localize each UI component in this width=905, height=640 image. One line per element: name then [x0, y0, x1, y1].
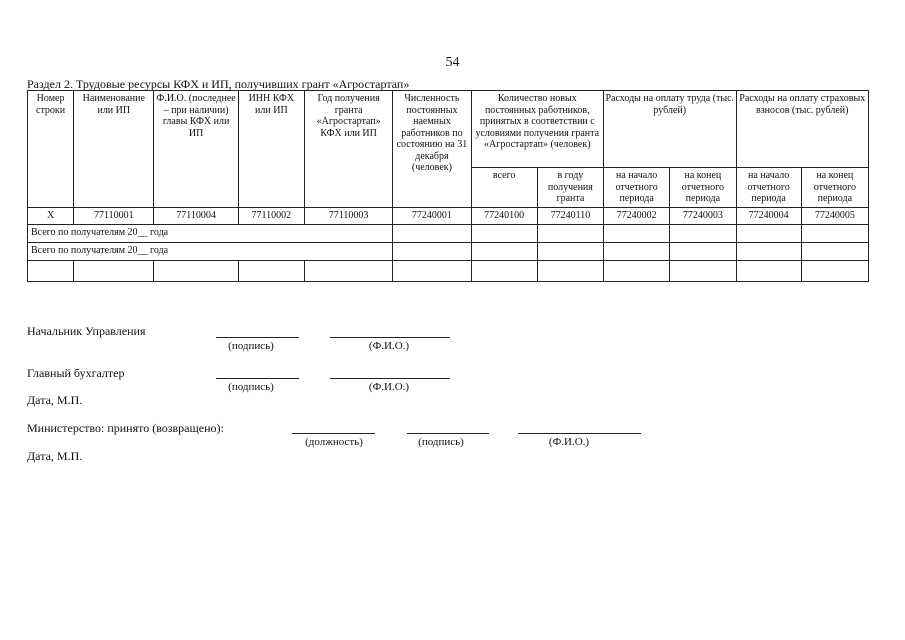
table-cell	[393, 224, 471, 242]
fio-caption: (Ф.И.О.)	[548, 436, 590, 448]
position-line	[292, 433, 375, 434]
signature-line	[216, 378, 299, 379]
table-cell	[537, 242, 603, 260]
header-new-workers: Количество новых постоянных работников, принятых в соответствии с условиями получения гранта «Агростартап» (человек)	[471, 91, 603, 168]
fio-line	[518, 433, 641, 434]
fio-line	[330, 378, 450, 379]
table-cell	[154, 260, 238, 281]
table-cell	[670, 260, 736, 281]
date-stamp-label: Дата, М.П.	[27, 449, 83, 463]
total-row-label: Всего по получателям 20__ года	[28, 224, 393, 242]
header-sub-labor-end: на конец отчетного периода	[670, 168, 736, 208]
empty-row	[28, 260, 869, 281]
code-cell: X	[28, 207, 74, 224]
code-cell: 77240100	[471, 207, 537, 224]
header-inn: ИНН КФХ или ИП	[238, 91, 304, 208]
code-cell: 77240003	[670, 207, 736, 224]
table-cell	[736, 260, 801, 281]
table-cell	[537, 260, 603, 281]
code-cell: 77240110	[537, 207, 603, 224]
code-cell: 77110003	[304, 207, 392, 224]
header-sub-labor-start: на начало отчетного периода	[604, 168, 670, 208]
code-cell: 77240005	[801, 207, 868, 224]
table-cell	[801, 224, 868, 242]
signature-caption: (подпись)	[228, 340, 274, 352]
ministry-label: Министерство: принято (возвращено):	[27, 421, 224, 435]
table-cell	[604, 242, 670, 260]
table-cell	[304, 260, 392, 281]
total-row	[28, 242, 869, 260]
table-cell	[537, 224, 603, 242]
table-cell	[471, 224, 537, 242]
table-cell	[736, 224, 801, 242]
header-row-main	[28, 91, 869, 168]
code-cell: 77240001	[393, 207, 471, 224]
total-row	[28, 224, 869, 242]
header-labor-costs: Расходы на оплату труда (тыс. рублей)	[604, 91, 736, 168]
header-headcount: Численность постоянных наемных работников по состоянию на 31 декабря (человек)	[393, 91, 471, 208]
table-cell	[801, 260, 868, 281]
table-cell	[801, 242, 868, 260]
table-cell	[604, 224, 670, 242]
fio-caption: (Ф.И.О.)	[368, 381, 410, 393]
code-cell: 77110004	[154, 207, 238, 224]
table-cell	[393, 242, 471, 260]
header-name: Наименование или ИП	[74, 91, 154, 208]
header-sub-grant-year: в году получения гранта	[537, 168, 603, 208]
table-cell	[736, 242, 801, 260]
fio-caption: (Ф.И.О.)	[368, 340, 410, 352]
header-sub-insurance-end: на конец отчетного периода	[801, 168, 868, 208]
signature-line	[216, 337, 299, 338]
code-cell: 77240002	[604, 207, 670, 224]
code-cell: 77110002	[238, 207, 304, 224]
signature-caption: (подпись)	[418, 436, 464, 448]
position-caption: (должность)	[305, 436, 363, 448]
signature-caption: (подпись)	[228, 381, 274, 393]
table-cell	[393, 260, 471, 281]
signature-line	[407, 433, 489, 434]
total-row-label: Всего по получателям 20__ года	[28, 242, 393, 260]
date-stamp-label: Дата, М.П.	[27, 393, 83, 407]
header-grant-year: Год получения гранта «Агростартап» КФХ или ИП	[304, 91, 392, 208]
codes-row	[28, 207, 869, 224]
table-cell	[471, 260, 537, 281]
header-fio: Ф.И.О. (последнее – при наличии) главы КФХ или ИП	[154, 91, 238, 208]
header-sub-total: всего	[471, 168, 537, 208]
table-cell	[74, 260, 154, 281]
table-cell	[471, 242, 537, 260]
header-row-number: Номер строки	[28, 91, 74, 208]
table-cell	[238, 260, 304, 281]
chief-accountant-label: Главный бухгалтер	[27, 366, 125, 380]
table-cell	[670, 242, 736, 260]
table-cell	[604, 260, 670, 281]
header-sub-insurance-start: на начало отчетного периода	[736, 168, 801, 208]
fio-line	[330, 337, 450, 338]
header-insurance: Расходы на оплату страховых взносов (тыс. рублей)	[736, 91, 869, 168]
labor-resources-table	[27, 90, 869, 282]
section-title: Раздел 2. Трудовые ресурсы КФХ и ИП, получивших грант «Агростартап»	[27, 77, 410, 91]
page-number: 54	[445, 55, 460, 70]
table-cell	[28, 260, 74, 281]
head-of-department-label: Начальник Управления	[27, 324, 146, 338]
code-cell: 77110001	[74, 207, 154, 224]
table-cell	[670, 224, 736, 242]
code-cell: 77240004	[736, 207, 801, 224]
